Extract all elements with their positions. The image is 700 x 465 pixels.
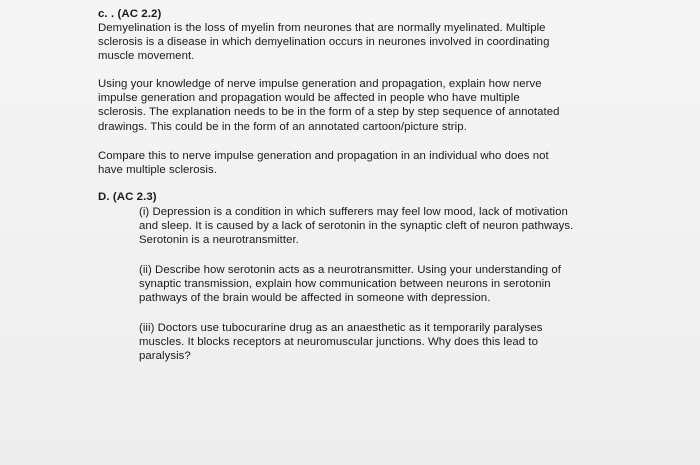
text-line: pathways of the brain would be affected in someone with depression. <box>139 292 491 305</box>
text-line: and sleep. It is caused by a lack of serotonin in the synaptic cleft of neuron pathways. <box>139 220 574 233</box>
text-line: sclerosis is a disease in which demyelination occurs in neurones involved in coordinating <box>98 36 550 49</box>
section-d-part-iii <box>139 321 543 364</box>
text-line: muscles. It blocks receptors at neuromuscular junctions. Why does this lead to <box>139 336 538 349</box>
text-line: Compare this to nerve impulse generation and propagation in an individual who does not <box>98 150 549 162</box>
section-c-task-paragraph <box>98 77 559 134</box>
section-d-heading: D. (AC 2.3) <box>98 191 157 203</box>
section-c-intro-paragraph <box>98 21 549 64</box>
text-line: have multiple sclerosis. <box>98 164 217 177</box>
text-line: paralysis? <box>139 350 191 363</box>
text-line: impulse generation and propagation would be affected in people who have multiple <box>98 92 520 105</box>
section-c-heading: c. . (AC 2.2) <box>98 8 162 20</box>
text-line: (iii) Doctors use tubocurarine drug as an anaesthetic as it temporarily paralyses <box>139 322 543 334</box>
text-line: Serotonin is a neurotransmitter. <box>139 234 299 247</box>
section-d-part-ii <box>139 263 561 306</box>
text-line: muscle movement. <box>98 50 195 63</box>
text-line: Demyelination is the loss of myelin from neurones that are normally myelinated. Multiple <box>98 22 546 34</box>
text-line: (i) Depression is a condition in which sufferers may feel low mood, lack of motivation <box>139 206 568 218</box>
text-line: synaptic transmission, explain how communication between neurons in serotonin <box>139 278 551 291</box>
text-line: drawings. This could be in the form of an annotated cartoon/picture strip. <box>98 120 467 133</box>
text-line: sclerosis. The explanation needs to be in the form of a step by step sequence of annotated <box>98 106 560 119</box>
text-line: (ii) Describe how serotonin acts as a neurotransmitter. Using your understanding of <box>139 264 562 276</box>
section-c-compare-paragraph <box>98 149 549 177</box>
text-line: Using your knowledge of nerve impulse generation and propagation, explain how nerve <box>98 78 542 90</box>
section-d-part-i <box>139 205 573 248</box>
